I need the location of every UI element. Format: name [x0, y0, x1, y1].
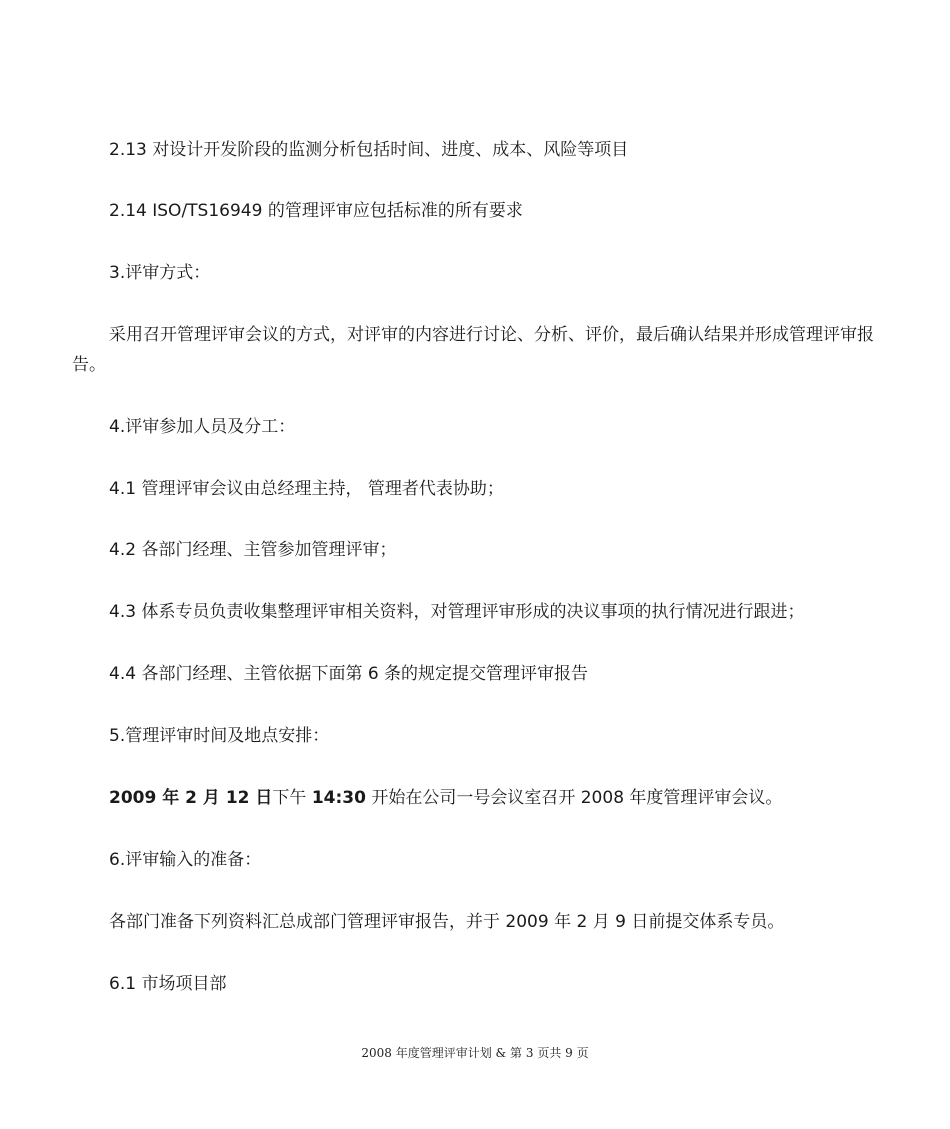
- item-4-3: 4.3 体系专员负责收集整理评审相关资料，对管理评审形成的决议事项的执行情况进行跟进；: [109, 602, 805, 622]
- item-2-14: 2.14 ISO/TS16949 的管理评审应包括标准的所有要求: [109, 201, 523, 221]
- schedule-afternoon: 下午: [272, 788, 312, 808]
- schedule-date: 2009 年 2 月 12 日: [109, 788, 273, 808]
- schedule-rest: 开始在公司一号会议室召开 2008 年度管理评审会议。: [365, 788, 783, 808]
- item-2-13: 2.13 对设计开发阶段的监测分析包括时间、进度、成本、风险等项目: [109, 140, 629, 160]
- schedule-line: [109, 787, 782, 809]
- section-3-heading: 3.评审方式：: [109, 263, 211, 283]
- item-6-1: 6.1 市场项目部: [109, 974, 227, 994]
- item-4-1: 4.1 管理评审会议由总经理主持， 管理者代表协助；: [109, 479, 504, 499]
- item-4-2: 4.2 各部门经理、主管参加管理评审；: [109, 540, 397, 560]
- item-4-4: 4.4 各部门经理、主管依据下面第 6 条的规定提交管理评审报告: [109, 664, 589, 684]
- section-5-heading: 5.管理评审时间及地点安排：: [109, 726, 330, 746]
- section-6-heading: 6.评审输入的准备：: [109, 850, 262, 870]
- schedule-time: 14:30: [311, 788, 366, 808]
- section-6-paragraph: 各部门准备下列资料汇总成部门管理评审报告，并于 2009 年 2 月 9 日前提交体系专员。: [109, 912, 785, 932]
- section-3-paragraph: 采用召开管理评审会议的方式，对评审的内容进行讨论、分析、评价，最后确认结果并形成管理评审报告。: [72, 325, 874, 375]
- page-footer: 2008 年度管理评审计划 & 第 3 页共 9 页: [361, 1046, 589, 1060]
- section-4-heading: 4.评审参加人员及分工：: [109, 417, 296, 437]
